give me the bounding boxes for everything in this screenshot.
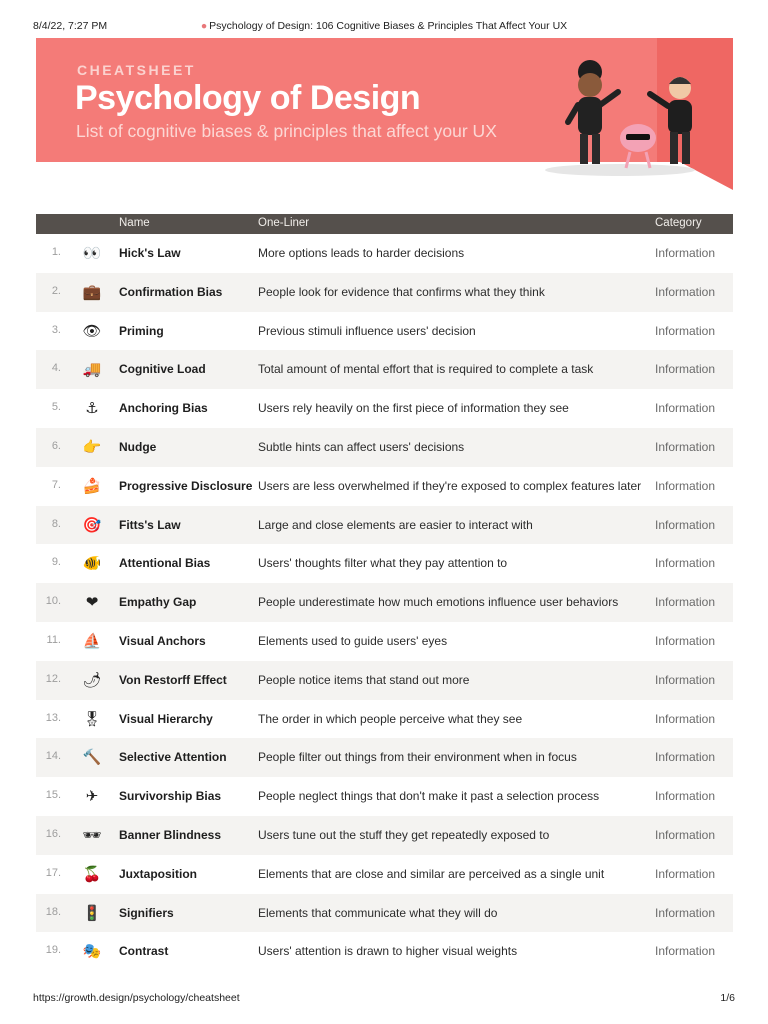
row-category: Information <box>655 866 716 881</box>
table-row <box>36 622 733 661</box>
row-number: 3. <box>51 323 61 336</box>
row-name: Selective Attention <box>119 750 227 765</box>
header-one-liner: One-Liner <box>258 217 310 229</box>
row-number: 19. <box>45 944 61 957</box>
row-category: Information <box>655 711 716 726</box>
row-number: 10. <box>45 595 61 608</box>
row-category: Information <box>655 556 716 571</box>
table-row <box>36 428 733 467</box>
cake-icon: 🍰 <box>82 477 102 495</box>
row-category: Information <box>655 750 716 765</box>
row-name: Empathy Gap <box>119 595 197 610</box>
row-category: Information <box>655 246 716 260</box>
document-title <box>33 20 735 32</box>
row-one-liner: People notice items that stand out more <box>258 672 470 687</box>
row-category: Information <box>655 517 716 532</box>
table-row <box>36 467 733 506</box>
two-people-and-brain-illustration <box>540 50 720 178</box>
row-number: 8. <box>51 517 61 530</box>
row-name: Nudge <box>119 439 157 454</box>
table-row <box>36 234 733 273</box>
row-name: Hick's Law <box>119 246 181 260</box>
chili-pepper-icon: 🌶 <box>82 671 102 689</box>
banner-title: Psychology of Design <box>75 79 421 117</box>
row-category: Information <box>655 672 716 687</box>
sunglasses-icon: 🕶 <box>82 826 102 844</box>
row-one-liner: Elements used to guide users' eyes <box>258 633 448 648</box>
page-number: 1/6 <box>720 992 735 1004</box>
eye-icon: 👁 <box>82 322 102 340</box>
table-row <box>36 777 733 816</box>
medal-icon: 🎖 <box>82 710 102 728</box>
row-one-liner: More options leads to harder decisions <box>258 246 465 260</box>
row-number: 13. <box>45 711 61 724</box>
row-name: Contrast <box>119 944 169 959</box>
row-one-liner: Total amount of mental effort that is required to complete a task <box>258 362 594 377</box>
table-row <box>36 738 733 777</box>
table-row <box>36 273 733 312</box>
row-one-liner: People underestimate how much emotions influence user behaviors <box>258 595 619 610</box>
row-number: 1. <box>51 246 61 258</box>
briefcase-icon: 💼 <box>82 283 102 301</box>
page-url: https://growth.design/psychology/cheatsheet <box>33 992 240 1004</box>
row-number: 17. <box>45 866 61 879</box>
row-one-liner: People filter out things from their environment when in focus <box>258 750 577 765</box>
row-one-liner: Users are less overwhelmed if they're exposed to complex features later <box>258 478 642 493</box>
pointing-hand-icon: 👉 <box>82 438 102 456</box>
table-header <box>36 214 733 234</box>
table-row <box>36 389 733 428</box>
row-category: Information <box>655 905 716 920</box>
row-number: 14. <box>45 750 61 763</box>
row-category: Information <box>655 827 716 842</box>
row-number: 2. <box>51 284 61 297</box>
table-row <box>36 312 733 351</box>
table-row <box>36 544 733 583</box>
row-name: Confirmation Bias <box>119 284 223 299</box>
row-number: 15. <box>45 789 61 802</box>
fish-icon: 🐠 <box>82 555 102 573</box>
row-category: Information <box>655 439 716 454</box>
table-row <box>36 350 733 389</box>
row-name: Cognitive Load <box>119 362 206 377</box>
row-name: Priming <box>119 323 164 338</box>
cherries-icon: 🍒 <box>82 865 102 883</box>
row-one-liner: People look for evidence that confirms what they think <box>258 284 545 299</box>
table-row <box>36 855 733 894</box>
brain-icon: ● <box>200 20 208 32</box>
row-number: 16. <box>45 827 61 840</box>
row-one-liner: Elements that are close and similar are perceived as a single unit <box>258 866 605 881</box>
hammer-icon: 🔨 <box>82 749 102 767</box>
airplane-icon: ✈ <box>85 788 99 806</box>
eyes-icon: 👀 <box>82 245 102 262</box>
table-body <box>36 234 733 971</box>
row-one-liner: Users' attention is drawn to higher visual weights <box>258 944 518 959</box>
row-one-liner: Users rely heavily on the first piece of information they see <box>258 401 569 416</box>
anchor-icon: ⚓ <box>85 400 99 418</box>
row-one-liner: Users tune out the stuff they get repeatedly exposed to <box>258 827 550 842</box>
row-name: Signifiers <box>119 905 174 920</box>
row-category: Information <box>655 944 716 959</box>
row-name: Anchoring Bias <box>119 401 208 416</box>
masks-icon: 🎭 <box>82 943 102 961</box>
header-name: Name <box>119 217 150 229</box>
row-number: 7. <box>51 478 61 491</box>
row-category: Information <box>655 595 716 610</box>
table-row <box>36 661 733 700</box>
row-number: 6. <box>51 439 61 452</box>
banner-subtitle: List of cognitive biases & principles that affect your UX <box>76 121 497 141</box>
header-category: Category <box>655 217 702 229</box>
biases-table <box>36 214 733 971</box>
row-category: Information <box>655 362 716 377</box>
document-title-text: Psychology of Design: 106 Cognitive Biases & Principles That Affect Your UX <box>209 20 568 32</box>
row-name: Von Restorff Effect <box>119 672 227 687</box>
table-row <box>36 506 733 545</box>
row-category: Information <box>655 478 716 493</box>
row-one-liner: Subtle hints can affect users' decisions <box>258 439 465 454</box>
truck-icon: 🚚 <box>82 361 102 379</box>
sailboat-icon: ⛵ <box>82 632 102 650</box>
row-name: Banner Blindness <box>119 827 222 842</box>
table-row <box>36 700 733 739</box>
table-row <box>36 894 733 933</box>
row-number: 18. <box>45 905 61 918</box>
heart-icon: ❤ <box>85 594 99 612</box>
row-one-liner: Large and close elements are easier to interact with <box>258 517 533 532</box>
row-category: Information <box>655 401 716 416</box>
row-name: Juxtaposition <box>119 866 198 881</box>
table-row <box>36 816 733 855</box>
row-category: Information <box>655 323 716 338</box>
print-date: 8/4/22, 7:27 PM <box>33 20 108 32</box>
row-one-liner: The order in which people perceive what they see <box>258 711 523 726</box>
row-category: Information <box>655 789 716 804</box>
row-number: 4. <box>51 362 61 375</box>
row-number: 9. <box>51 556 61 569</box>
row-name: Fitts's Law <box>119 517 181 532</box>
row-name: Attentional Bias <box>119 556 211 571</box>
row-name: Visual Hierarchy <box>119 711 213 726</box>
banner-kicker: CHEATSHEET <box>77 62 196 78</box>
table-row <box>36 932 733 971</box>
row-name: Visual Anchors <box>119 633 206 648</box>
row-name: Progressive Disclosure <box>119 478 253 493</box>
traffic-light-icon: 🚦 <box>82 904 102 922</box>
row-name: Survivorship Bias <box>119 789 222 804</box>
row-category: Information <box>655 633 716 648</box>
row-category: Information <box>655 284 716 299</box>
row-one-liner: Previous stimuli influence users' decision <box>258 323 476 338</box>
row-number: 5. <box>51 401 61 414</box>
row-one-liner: People neglect things that don't make it past a selection process <box>258 789 600 804</box>
row-one-liner: Users' thoughts filter what they pay attention to <box>258 556 508 571</box>
row-one-liner: Elements that communicate what they will do <box>258 905 498 920</box>
row-number: 11. <box>46 633 61 646</box>
row-number: 12. <box>45 672 61 685</box>
print-header <box>33 20 735 34</box>
target-icon: 🎯 <box>82 516 102 534</box>
table-row <box>36 583 733 622</box>
